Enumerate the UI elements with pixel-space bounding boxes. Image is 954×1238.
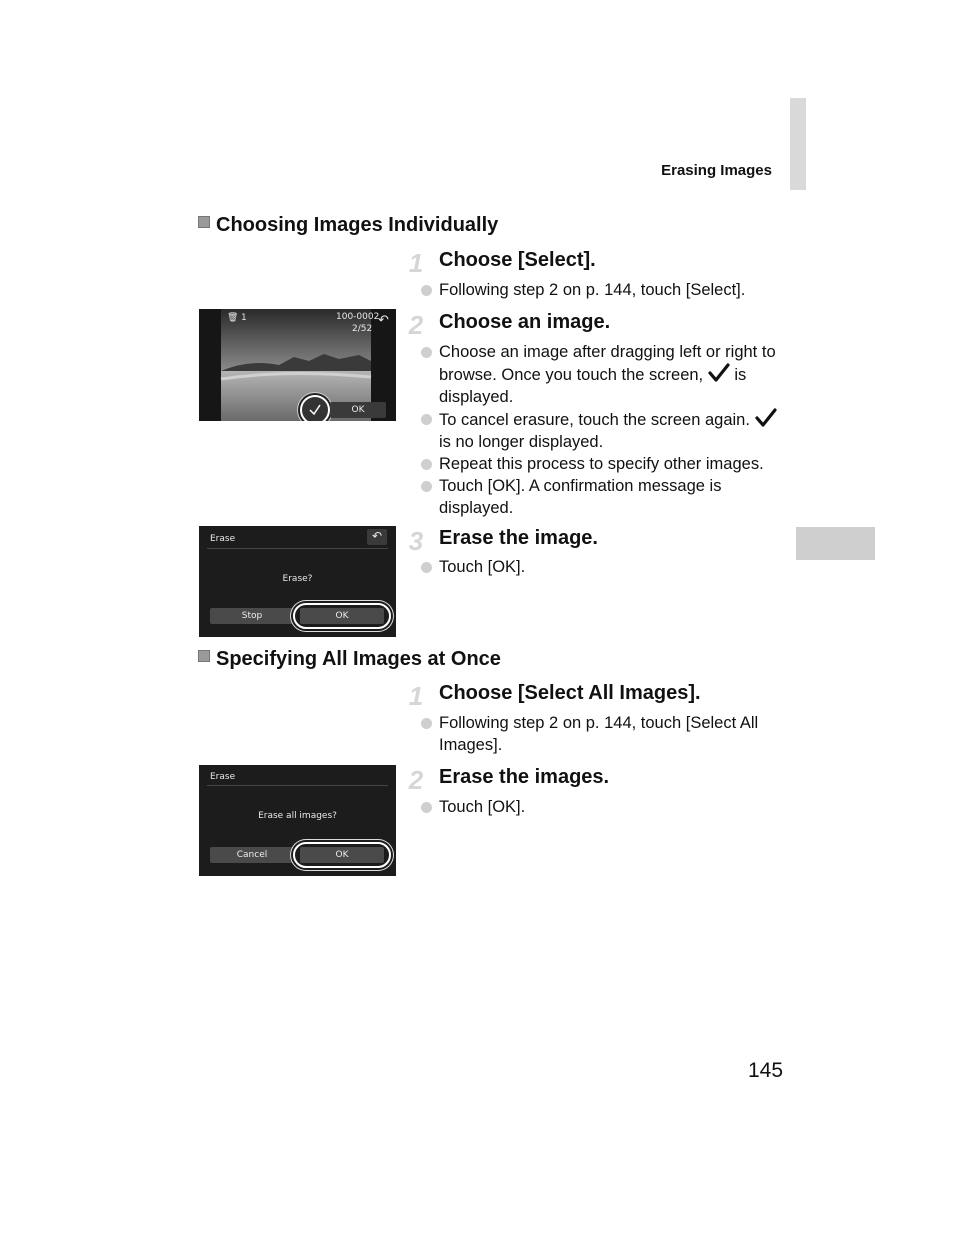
bullet-item: To cancel erasure, touch the screen again. is no longer displayed. (420, 408, 790, 453)
ok-button[interactable]: OK (300, 847, 384, 863)
step-title: Erase the images. (439, 766, 610, 788)
stop-button[interactable]: Stop (210, 608, 294, 624)
step-title: Choose an image. (439, 311, 611, 333)
camera-screen-erase (199, 526, 396, 637)
screen-message: Erase all images? (258, 811, 337, 821)
step-bullets (420, 279, 790, 301)
step-title: Choose [Select All Images]. (439, 682, 701, 704)
selection-check-icon[interactable] (300, 395, 330, 421)
section-title: Choosing Images Individually (216, 214, 499, 236)
chapter-tab (790, 98, 806, 190)
step-title: Choose [Select]. (439, 249, 596, 271)
page-number: 145 (748, 1059, 784, 1082)
file-number: 100-0002 (336, 312, 380, 322)
screen-message: Erase? (282, 574, 313, 584)
section-heading-all (198, 648, 501, 671)
back-icon[interactable]: ↶ (378, 313, 389, 328)
step-bullets (420, 341, 790, 519)
step-bullets (420, 712, 790, 756)
section-square-icon (198, 650, 210, 662)
bullet-item: Choose an image after dragging left or right to browse. Once you touch the screen, is displayed. (420, 341, 790, 408)
bullet-item: Touch [OK]. (420, 796, 790, 818)
running-head: Erasing Images (661, 162, 772, 179)
cancel-button[interactable]: Cancel (210, 847, 294, 863)
image-position: 2/52 (352, 324, 373, 334)
section-tab (796, 527, 875, 560)
section-title: Specifying All Images at Once (216, 648, 501, 670)
step-bullets (420, 796, 790, 818)
step-number: 1 (408, 681, 424, 711)
step-number: 2 (408, 310, 424, 340)
ok-button[interactable]: OK (330, 402, 386, 418)
checkmark-icon (755, 408, 777, 428)
camera-screen-erase-all (199, 765, 396, 876)
ok-button[interactable]: OK (300, 608, 384, 624)
bullet-item: Repeat this process to specify other images. (420, 453, 790, 475)
step-number: 2 (408, 765, 424, 795)
back-icon[interactable]: ↶ (367, 529, 387, 545)
camera-screen-select (199, 309, 396, 421)
screen-title: Erase (210, 772, 236, 782)
divider (207, 785, 388, 786)
bullet-item: Touch [OK]. A confirmation message is displayed. (420, 475, 790, 519)
selected-count: 1 (241, 313, 247, 323)
bullet-item: Following step 2 on p. 144, touch [Select All Images]. (420, 712, 790, 756)
step-number: 1 (408, 248, 424, 278)
section-square-icon (198, 216, 210, 228)
bullet-item: Touch [OK]. (420, 556, 790, 578)
step-title: Erase the image. (439, 527, 598, 549)
section-heading-individual (198, 214, 498, 237)
step-number: 3 (408, 526, 424, 556)
checkmark-icon (708, 363, 730, 383)
divider (207, 548, 388, 549)
bullet-item: Following step 2 on p. 144, touch [Select]. (420, 279, 790, 301)
screen-title: Erase (210, 534, 236, 544)
trash-icon: 🗑 (227, 313, 239, 323)
step-bullets (420, 556, 790, 578)
